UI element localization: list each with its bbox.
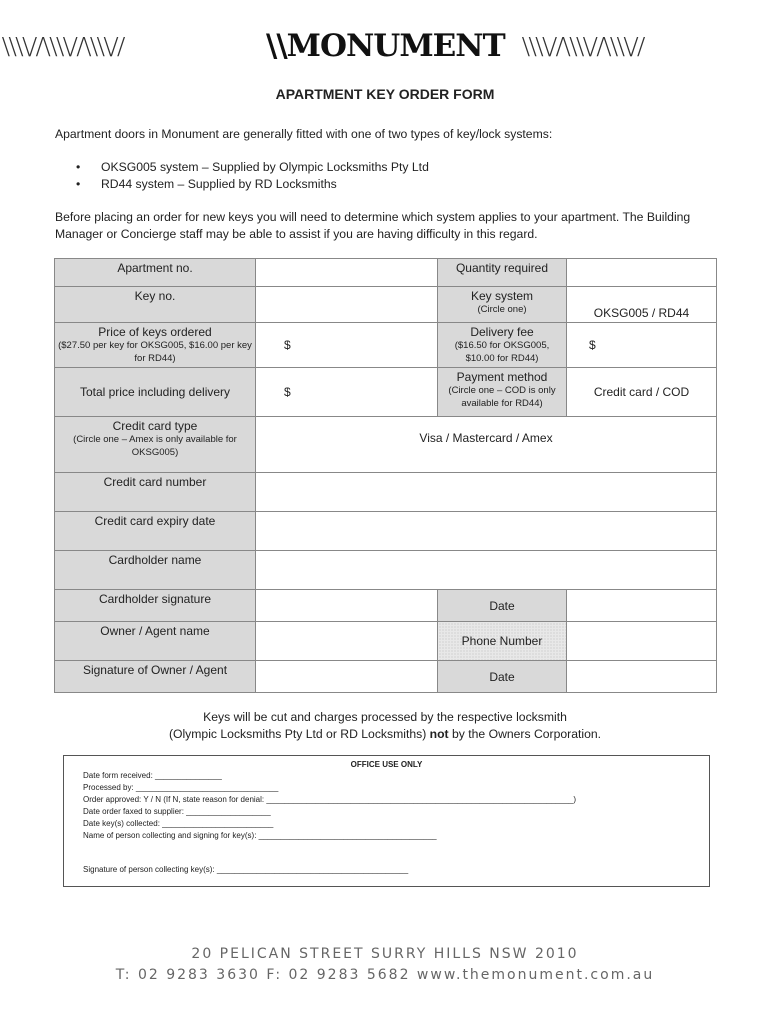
date-field[interactable] [567,590,717,622]
owner-signature-field[interactable] [256,661,438,693]
office-use-box [63,755,710,887]
card-type-options[interactable]: Visa / Mastercard / Amex [256,417,717,473]
apartment-no-label: Apartment no. [55,259,256,287]
delivery-fee-label: Delivery fee ($16.50 for OKSG005, $10.00 for RD44) [438,323,567,368]
card-type-label: Credit card type (Circle one – Amex is only available for OKSG005) [55,417,256,473]
cardholder-name-label: Cardholder name [55,551,256,590]
total-price-label: Total price including delivery [55,368,256,417]
date-label: Date [438,590,567,622]
brand-logo: \\MONUMENT [266,28,505,64]
intro-text: Apartment doors in Monument are generally fitted with one of two types of key/lock systems: [55,127,553,141]
phone-number-label: Phone Number [438,622,567,661]
footer-contact: T: 02 9283 3630 F: 02 9283 5682 www.themonument.com.au [115,967,655,983]
total-price-field[interactable]: $ [256,368,438,417]
owner-agent-name-label: Owner / Agent name [55,622,256,661]
header [0,28,770,68]
office-line: Order approved: Y / N (If N, state reason for denial: _____________________________________________________________________) [83,795,577,804]
payment-method-options[interactable]: Credit card / COD [567,368,717,417]
bullet-icon: • [76,160,81,174]
footer-address: 20 PELICAN STREET SURRY HILLS NSW 2010 [191,946,579,962]
office-use-heading: OFFICE USE ONLY [350,760,423,769]
card-number-field[interactable] [256,473,717,512]
apartment-no-field[interactable] [256,259,438,287]
key-order-form [54,258,717,693]
office-line: Date order faxed to supplier: ___________________ [83,807,271,816]
before-order-text: Before placing an order for new keys you will need to determine which system applies to your apartment. The Building Manager or Concierge staff may be able to assist if you are having difficulty in this regard. [55,210,691,241]
owner-agent-name-field[interactable] [256,622,438,661]
delivery-fee-field[interactable]: $ [567,323,717,368]
cardholder-signature-field[interactable] [256,590,438,622]
bullet-item: • OKSG005 system – Supplied by Olympic Locksmiths Pty Ltd [76,160,429,174]
office-line: Date key(s) collected: _________________________ [83,819,274,828]
cardholder-signature-label: Cardholder signature [55,590,256,622]
key-system-options[interactable]: OKSG005 / RD44 [567,287,717,323]
quantity-required-label: Quantity required [438,259,567,287]
office-line: Signature of person collecting key(s): ___________________________________________ [83,865,409,874]
bullet-icon: • [76,177,81,191]
owner-signature-label: Signature of Owner / Agent [55,661,256,693]
card-number-label: Credit card number [55,473,256,512]
key-system-label: Key system (Circle one) [438,287,567,323]
payment-method-label: Payment method (Circle one – COD is only available for RD44) [438,368,567,417]
key-no-label: Key no. [55,287,256,323]
quantity-required-field[interactable] [567,259,717,287]
price-of-keys-label: Price of keys ordered ($27.50 per key for OKSG005, $16.00 per key for RD44) [55,323,256,368]
office-line: Name of person collecting and signing for key(s): ________________________________________ [83,831,437,840]
office-line: Date form received: _______________ [83,771,222,780]
key-no-field[interactable] [256,287,438,323]
phone-number-field[interactable] [567,622,717,661]
date-label: Date [438,661,567,693]
price-of-keys-field[interactable]: $ [256,323,438,368]
office-line: Processed by: ________________________________ [83,783,279,792]
header-decoration-right: \\\\//\\\\//\\\\// [522,32,645,63]
cardholder-name-field[interactable] [256,551,717,590]
notice: Keys will be cut and charges processed by the respective locksmith (Olympic Locksmiths Pty Ltd or RD Locksmiths) not by the Owners Corporation. [168,710,602,741]
bullet-item: • RD44 system – Supplied by RD Locksmiths [76,177,337,191]
card-expiry-label: Credit card expiry date [55,512,256,551]
page-title: APARTMENT KEY ORDER FORM [275,86,495,102]
card-expiry-field[interactable] [256,512,717,551]
date-field[interactable] [567,661,717,693]
header-decoration-left: \\\\//\\\\//\\\\// [2,32,125,63]
